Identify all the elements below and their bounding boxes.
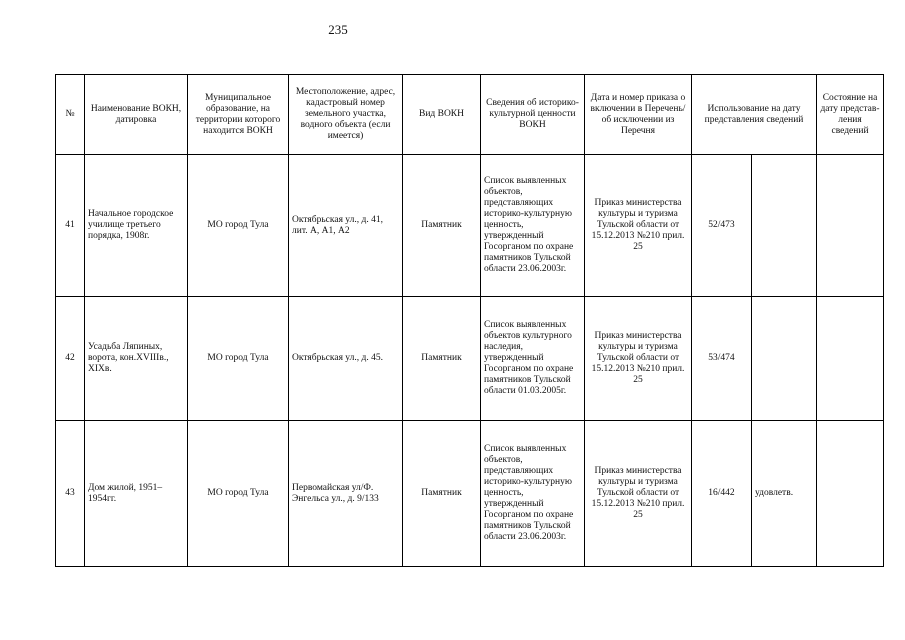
cell-name: Дом жилой, 1951–1954гг.	[85, 421, 188, 567]
cell-name: Усадьба Ляпиных, ворота, кон.XVIIIв., XIXв.	[85, 297, 188, 421]
cell-info: Список выявленных объектов культурного наследия, утвержденный Госорганом по охране памятников Тульской области 01.03.2005г.	[481, 297, 585, 421]
cell-location: Октябрьская ул., д. 41, лит. А, А1, А2	[289, 155, 403, 297]
cell-number: 41	[56, 155, 85, 297]
cell-info: Список выявленных объектов, представляющих историко-культурную ценность, утвержденный Госорганом по охране памятников Тульской области 23.06.2003г.	[481, 421, 585, 567]
cell-usage-number: 16/442	[692, 421, 752, 567]
cell-order: Приказ министерства культуры и туризма Тульской области от 15.12.2013 №210 прил. 25	[585, 155, 692, 297]
cell-type: Памятник	[403, 421, 481, 567]
cell-state	[817, 297, 884, 421]
header-name: Наименование ВОКН, датировка	[85, 75, 188, 155]
cell-order: Приказ министерства культуры и туризма Тульской области от 15.12.2013 №210 прил. 25	[585, 421, 692, 567]
header-location: Местоположение, адрес, кадастровый номер земельного участка, водного объекта (если имеется)	[289, 75, 403, 155]
cell-usage-status	[752, 155, 817, 297]
cell-type: Памятник	[403, 297, 481, 421]
cell-usage-number: 52/473	[692, 155, 752, 297]
cell-state	[817, 155, 884, 297]
cell-number: 42	[56, 297, 85, 421]
cell-municipality: МО город Тула	[188, 297, 289, 421]
header-state: Состояние на дату представ-ления сведений	[817, 75, 884, 155]
header-number: №	[56, 75, 85, 155]
cell-municipality: МО город Тула	[188, 421, 289, 567]
cell-location: Первомайская ул/Ф. Энгельса ул., д. 9/133	[289, 421, 403, 567]
page-number: 235	[328, 22, 348, 37]
header-type: Вид ВОКН	[403, 75, 481, 155]
cell-info: Список выявленных объектов, представляющих историко-культурную ценность, утвержденный Госорганом по охране памятников Тульской области 23.06.2003г.	[481, 155, 585, 297]
cell-state	[817, 421, 884, 567]
table-row	[56, 421, 884, 567]
header-order: Дата и номер приказа о включении в Перечень/ об исключении из Перечня	[585, 75, 692, 155]
cell-usage-status	[752, 297, 817, 421]
cell-municipality: МО город Тула	[188, 155, 289, 297]
cell-name: Начальное городское училище третьего порядка, 1908г.	[85, 155, 188, 297]
cell-usage-status: удовлетв.	[752, 421, 817, 567]
cell-order: Приказ министерства культуры и туризма Тульской области от 15.12.2013 №210 прил. 25	[585, 297, 692, 421]
table-row	[56, 155, 884, 297]
cell-type: Памятник	[403, 155, 481, 297]
header-municipality: Муниципальное образование, на территории которого находится ВОКН	[188, 75, 289, 155]
table-row	[56, 297, 884, 421]
table-header-row	[56, 75, 884, 155]
cell-number: 43	[56, 421, 85, 567]
cell-location: Октябрьская ул., д. 45.	[289, 297, 403, 421]
header-usage: Использование на дату представления сведений	[692, 75, 817, 155]
heritage-objects-table	[55, 74, 884, 567]
cell-usage-number: 53/474	[692, 297, 752, 421]
header-info: Сведения об историко-культурной ценности ВОКН	[481, 75, 585, 155]
